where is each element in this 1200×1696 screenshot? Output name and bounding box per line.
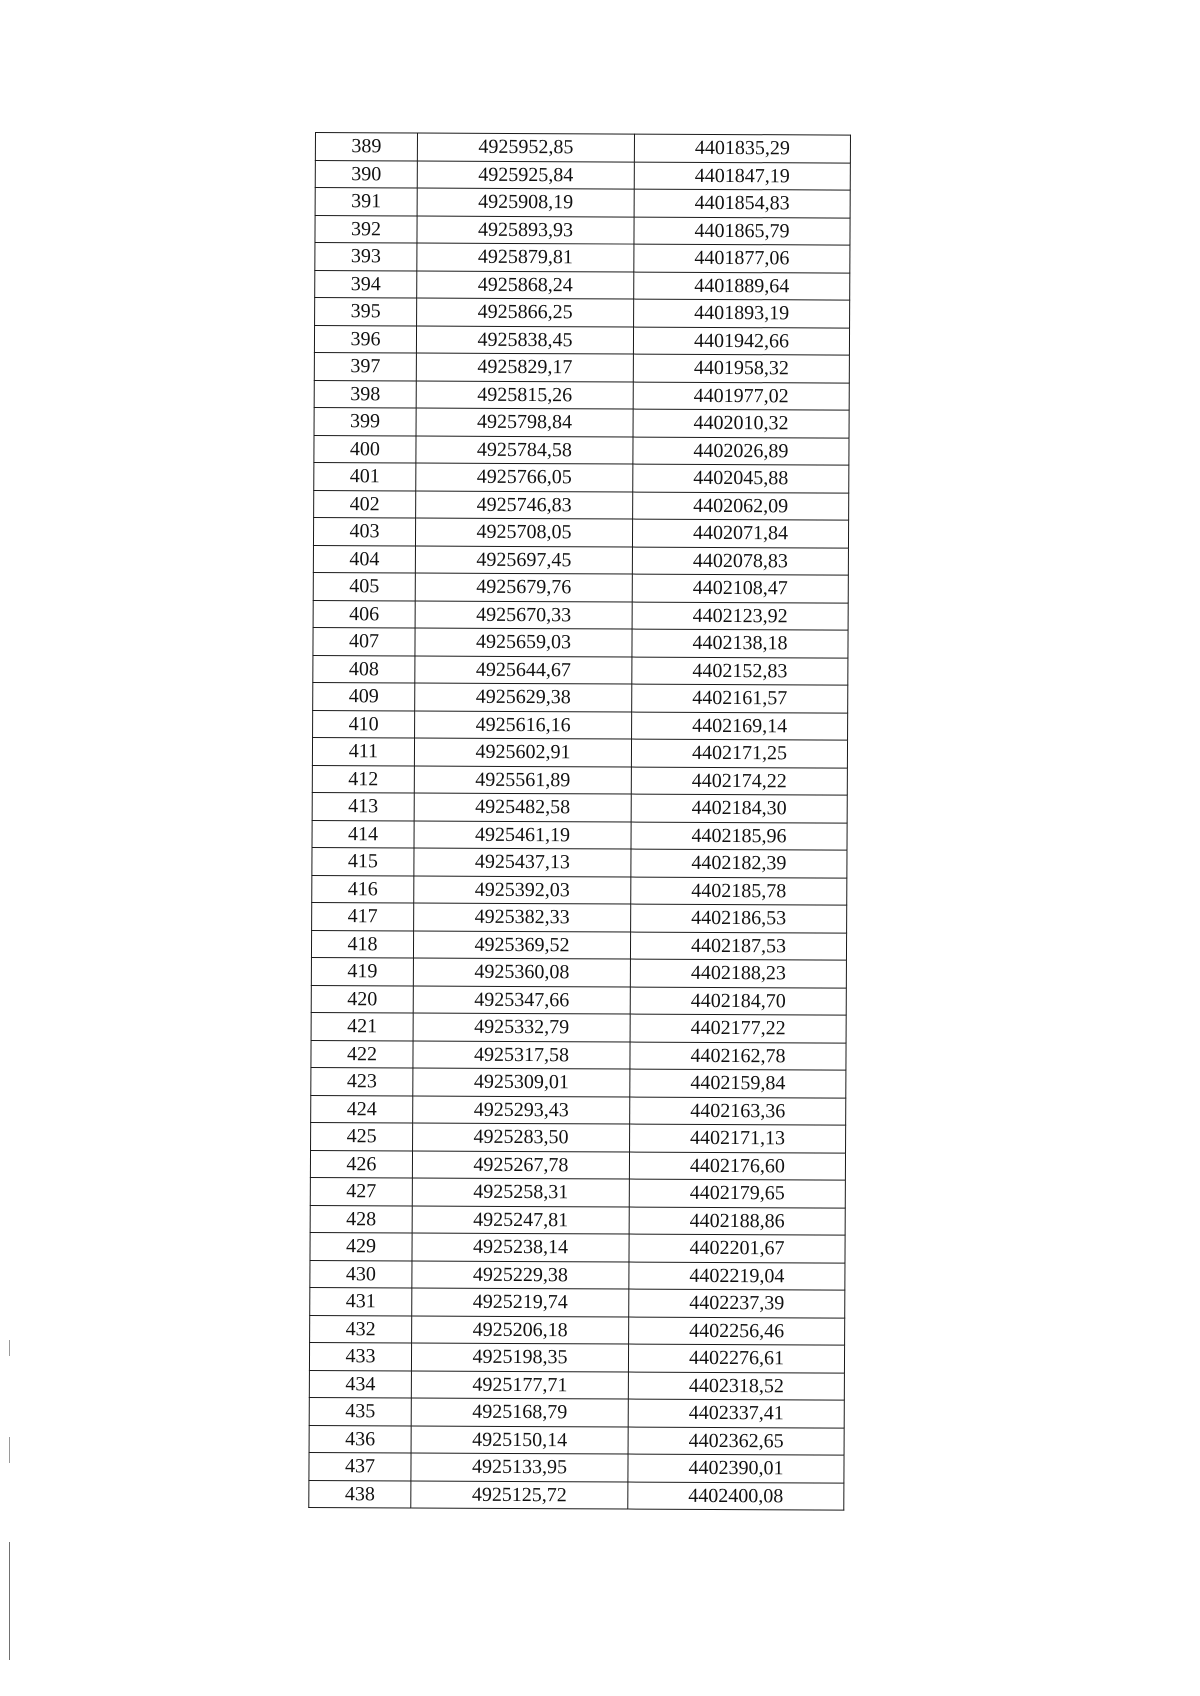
point-number-cell: 434	[309, 1370, 411, 1398]
table-row	[313, 600, 848, 630]
y-coordinate-cell: 4402201,67	[629, 1234, 845, 1263]
x-coordinate-cell: 4925561,89	[414, 765, 631, 794]
coordinate-table	[308, 132, 851, 1511]
y-coordinate-cell: 4401942,66	[633, 327, 849, 356]
table-row	[310, 1287, 845, 1317]
table-row	[311, 1012, 846, 1042]
x-coordinate-cell: 4925293,43	[413, 1095, 630, 1124]
x-coordinate-cell: 4925258,31	[412, 1178, 629, 1207]
table-row	[310, 1177, 845, 1207]
table-row	[315, 215, 850, 245]
point-number-cell: 416	[312, 875, 414, 903]
point-number-cell: 400	[314, 435, 416, 463]
table-row	[313, 710, 848, 740]
x-coordinate-cell: 4925482,58	[414, 793, 631, 822]
point-number-cell: 397	[314, 352, 416, 380]
table-row	[314, 435, 849, 465]
table-row	[310, 1232, 845, 1262]
y-coordinate-cell: 4402174,22	[631, 767, 847, 796]
point-number-cell: 403	[313, 517, 415, 545]
x-coordinate-cell: 4925829,17	[416, 353, 633, 382]
point-number-cell: 425	[311, 1122, 413, 1150]
y-coordinate-cell: 4402171,13	[630, 1124, 846, 1153]
x-coordinate-cell: 4925177,71	[411, 1370, 628, 1399]
x-coordinate-cell: 4925784,58	[416, 435, 633, 464]
point-number-cell: 393	[315, 243, 417, 271]
x-coordinate-cell: 4925670,33	[415, 600, 632, 629]
x-coordinate-cell: 4925838,45	[416, 325, 633, 354]
table-row	[310, 1260, 845, 1290]
table-row	[311, 1095, 846, 1125]
point-number-cell: 390	[315, 160, 417, 188]
y-coordinate-cell: 4402179,65	[629, 1179, 845, 1208]
point-number-cell: 414	[312, 820, 414, 848]
y-coordinate-cell: 4402182,39	[631, 849, 847, 878]
x-coordinate-cell: 4925697,45	[415, 545, 632, 574]
x-coordinate-cell: 4925679,76	[415, 573, 632, 602]
x-coordinate-cell: 4925616,16	[415, 710, 632, 739]
y-coordinate-cell: 4402400,08	[628, 1482, 844, 1511]
y-coordinate-cell: 4402045,88	[633, 464, 849, 493]
table-row	[309, 1397, 844, 1427]
table-row	[309, 1452, 844, 1482]
point-number-cell: 426	[310, 1150, 412, 1178]
y-coordinate-cell: 4402188,86	[629, 1207, 845, 1236]
table-row	[311, 1040, 846, 1070]
point-number-cell: 401	[314, 462, 416, 490]
y-coordinate-cell: 4401847,19	[634, 162, 850, 191]
table-row	[309, 1480, 844, 1510]
point-number-cell: 430	[310, 1260, 412, 1288]
x-coordinate-cell: 4925908,19	[417, 188, 634, 217]
y-coordinate-cell: 4402163,36	[630, 1097, 846, 1126]
x-coordinate-cell: 4925659,03	[415, 628, 632, 657]
point-number-cell: 431	[310, 1287, 412, 1315]
table-row	[313, 655, 848, 685]
point-number-cell: 427	[310, 1177, 412, 1205]
x-coordinate-cell: 4925879,81	[417, 243, 634, 272]
y-coordinate-cell: 4401889,64	[634, 272, 850, 301]
point-number-cell: 437	[309, 1452, 411, 1480]
x-coordinate-cell: 4925309,01	[413, 1068, 630, 1097]
point-number-cell: 415	[312, 847, 414, 875]
point-number-cell: 412	[312, 765, 414, 793]
coordinate-table-body	[309, 133, 851, 1511]
table-row	[313, 572, 848, 602]
y-coordinate-cell: 4402187,53	[630, 932, 846, 961]
table-row	[315, 298, 850, 328]
table-row	[313, 627, 848, 657]
y-coordinate-cell: 4401977,02	[633, 382, 849, 411]
point-number-cell: 392	[315, 215, 417, 243]
y-coordinate-cell: 4402010,32	[633, 409, 849, 438]
point-number-cell: 399	[314, 407, 416, 435]
y-coordinate-cell: 4402390,01	[628, 1454, 844, 1483]
y-coordinate-cell: 4401958,32	[633, 354, 849, 383]
y-coordinate-cell: 4402161,57	[632, 684, 848, 713]
x-coordinate-cell: 4925925,84	[417, 161, 634, 190]
x-coordinate-cell: 4925133,95	[411, 1453, 628, 1482]
point-number-cell: 402	[314, 490, 416, 518]
x-coordinate-cell: 4925746,83	[416, 490, 633, 519]
x-coordinate-cell: 4925229,38	[412, 1260, 629, 1289]
x-coordinate-cell: 4925893,93	[417, 215, 634, 244]
point-number-cell: 409	[313, 682, 415, 710]
y-coordinate-cell: 4402276,61	[628, 1344, 844, 1373]
table-row	[312, 792, 847, 822]
x-coordinate-cell: 4925461,19	[414, 820, 631, 849]
x-coordinate-cell: 4925866,25	[417, 298, 634, 327]
point-number-cell: 417	[312, 902, 414, 930]
table-row	[311, 930, 846, 960]
x-coordinate-cell: 4925206,18	[412, 1315, 629, 1344]
point-number-cell: 394	[315, 270, 417, 298]
x-coordinate-cell: 4925708,05	[415, 518, 632, 547]
x-coordinate-cell: 4925437,13	[414, 848, 631, 877]
y-coordinate-cell: 4402078,83	[632, 547, 848, 576]
x-coordinate-cell: 4925150,14	[411, 1425, 628, 1454]
table-row	[314, 407, 849, 437]
y-coordinate-cell: 4402177,22	[630, 1014, 846, 1043]
point-number-cell: 404	[313, 545, 415, 573]
x-coordinate-cell: 4925198,35	[411, 1343, 628, 1372]
y-coordinate-cell: 4402159,84	[630, 1069, 846, 1098]
point-number-cell: 406	[313, 600, 415, 628]
table-row	[315, 188, 850, 218]
x-coordinate-cell: 4925125,72	[411, 1480, 628, 1509]
x-coordinate-cell: 4925392,03	[414, 875, 631, 904]
table-row	[312, 820, 847, 850]
y-coordinate-cell: 4402138,18	[632, 629, 848, 658]
point-number-cell: 435	[309, 1397, 411, 1425]
point-number-cell: 420	[311, 985, 413, 1013]
y-coordinate-cell: 4402062,09	[633, 492, 849, 521]
y-coordinate-cell: 4402186,53	[631, 904, 847, 933]
table-row	[313, 517, 848, 547]
x-coordinate-cell: 4925267,78	[412, 1150, 629, 1179]
point-number-cell: 421	[311, 1012, 413, 1040]
table-row	[315, 160, 850, 190]
y-coordinate-cell: 4402185,78	[631, 877, 847, 906]
table-row	[312, 875, 847, 905]
point-number-cell: 395	[315, 298, 417, 326]
y-coordinate-cell: 4402071,84	[632, 519, 848, 548]
table-row	[309, 1342, 844, 1372]
x-coordinate-cell: 4925247,81	[412, 1205, 629, 1234]
point-number-cell: 408	[313, 655, 415, 683]
table-row	[314, 352, 849, 382]
y-coordinate-cell: 4402362,65	[628, 1427, 844, 1456]
table-row	[313, 545, 848, 575]
x-coordinate-cell: 4925283,50	[413, 1123, 630, 1152]
x-coordinate-cell: 4925798,84	[416, 408, 633, 437]
table-row	[314, 380, 849, 410]
y-coordinate-cell: 4402184,70	[630, 987, 846, 1016]
y-coordinate-cell: 4402162,78	[630, 1042, 846, 1071]
x-coordinate-cell: 4925952,85	[417, 133, 634, 162]
table-row	[310, 1150, 845, 1180]
x-coordinate-cell: 4925332,79	[413, 1013, 630, 1042]
table-row	[309, 1370, 844, 1400]
table-row	[311, 957, 846, 987]
y-coordinate-cell: 4402169,14	[632, 712, 848, 741]
y-coordinate-cell: 4401835,29	[634, 134, 850, 163]
y-coordinate-cell: 4402188,23	[630, 959, 846, 988]
table-row	[314, 462, 849, 492]
point-number-cell: 411	[312, 737, 414, 765]
point-number-cell: 405	[313, 572, 415, 600]
x-coordinate-cell: 4925369,52	[413, 930, 630, 959]
table-row	[315, 270, 850, 300]
point-number-cell: 423	[311, 1067, 413, 1095]
x-coordinate-cell: 4925602,91	[414, 738, 631, 767]
y-coordinate-cell: 4402108,47	[632, 574, 848, 603]
y-coordinate-cell: 4402256,46	[629, 1317, 845, 1346]
y-coordinate-cell: 4401854,83	[634, 189, 850, 218]
table-row	[309, 1425, 844, 1455]
y-coordinate-cell: 4402337,41	[628, 1399, 844, 1428]
x-coordinate-cell: 4925238,14	[412, 1233, 629, 1262]
point-number-cell: 428	[310, 1205, 412, 1233]
table-row	[312, 902, 847, 932]
y-coordinate-cell: 4402176,60	[629, 1152, 845, 1181]
y-coordinate-cell: 4402152,83	[632, 657, 848, 686]
point-number-cell: 396	[314, 325, 416, 353]
x-coordinate-cell: 4925868,24	[417, 270, 634, 299]
y-coordinate-cell: 4401877,06	[634, 244, 850, 273]
y-coordinate-cell: 4401893,19	[634, 299, 850, 328]
scan-margin-mark	[9, 1437, 10, 1463]
point-number-cell: 410	[313, 710, 415, 738]
y-coordinate-cell: 4402219,04	[629, 1262, 845, 1291]
y-coordinate-cell: 4401865,79	[634, 217, 850, 246]
table-row	[311, 985, 846, 1015]
y-coordinate-cell: 4402171,25	[631, 739, 847, 768]
point-number-cell: 432	[310, 1315, 412, 1343]
point-number-cell: 419	[311, 957, 413, 985]
point-number-cell: 389	[315, 133, 417, 161]
y-coordinate-cell: 4402123,92	[632, 602, 848, 631]
y-coordinate-cell: 4402318,52	[628, 1372, 844, 1401]
x-coordinate-cell: 4925644,67	[415, 655, 632, 684]
table-row	[315, 133, 850, 163]
point-number-cell: 413	[312, 792, 414, 820]
y-coordinate-cell: 4402184,30	[631, 794, 847, 823]
table-row	[314, 490, 849, 520]
x-coordinate-cell: 4925766,05	[416, 463, 633, 492]
table-row	[311, 1122, 846, 1152]
x-coordinate-cell: 4925629,38	[415, 683, 632, 712]
point-number-cell: 438	[309, 1480, 411, 1508]
y-coordinate-cell: 4402185,96	[631, 822, 847, 851]
table-row	[312, 765, 847, 795]
x-coordinate-cell: 4925382,33	[414, 903, 631, 932]
point-number-cell: 391	[315, 188, 417, 216]
scan-margin-mark	[9, 1340, 10, 1356]
table-row	[311, 1067, 846, 1097]
table-row	[313, 682, 848, 712]
x-coordinate-cell: 4925219,74	[412, 1288, 629, 1317]
point-number-cell: 424	[311, 1095, 413, 1123]
point-number-cell: 433	[309, 1342, 411, 1370]
point-number-cell: 436	[309, 1425, 411, 1453]
table-row	[312, 737, 847, 767]
y-coordinate-cell: 4402237,39	[629, 1289, 845, 1318]
point-number-cell: 398	[314, 380, 416, 408]
table-row	[315, 243, 850, 273]
x-coordinate-cell: 4925347,66	[413, 985, 630, 1014]
x-coordinate-cell: 4925815,26	[416, 380, 633, 409]
scan-margin-mark	[9, 1542, 10, 1660]
point-number-cell: 407	[313, 627, 415, 655]
y-coordinate-cell: 4402026,89	[633, 437, 849, 466]
x-coordinate-cell: 4925360,08	[413, 958, 630, 987]
point-number-cell: 422	[311, 1040, 413, 1068]
point-number-cell: 429	[310, 1232, 412, 1260]
point-number-cell: 418	[311, 930, 413, 958]
x-coordinate-cell: 4925317,58	[413, 1040, 630, 1069]
table-row	[310, 1315, 845, 1345]
x-coordinate-cell: 4925168,79	[411, 1398, 628, 1427]
table-row	[310, 1205, 845, 1235]
table-row	[314, 325, 849, 355]
table-row	[312, 847, 847, 877]
